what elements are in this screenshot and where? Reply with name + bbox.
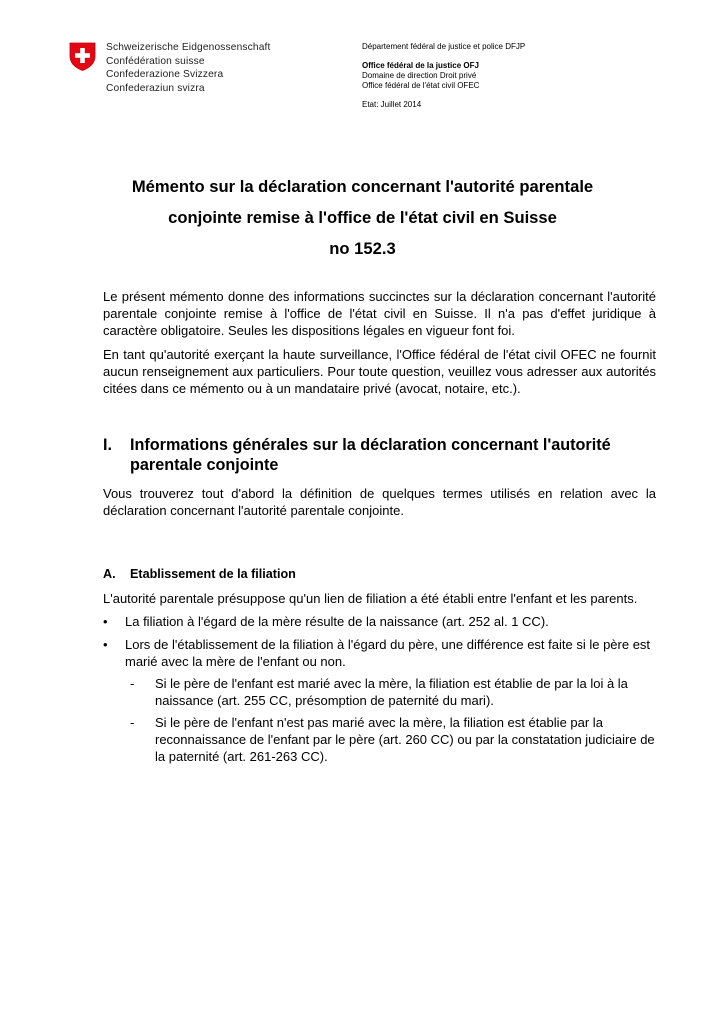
dash-icon: - xyxy=(130,676,135,691)
subsection-text: L'autorité parentale présuppose qu'un lien de filiation a été établi entre l'enfant et les parents. xyxy=(103,591,638,606)
confederation-name-it: Confederazione Svizzera xyxy=(106,69,224,81)
department-block xyxy=(362,42,525,110)
section-title: Informations générales sur la déclaration concernant l'autorité parentale conjointe xyxy=(130,436,611,474)
office-name: Office fédéral de la justice OFJ xyxy=(362,61,479,70)
bullet-icon: • xyxy=(103,614,108,629)
bullet-icon: • xyxy=(103,637,108,652)
confederation-names xyxy=(106,41,271,95)
confederation-name-fr: Confédération suisse xyxy=(106,55,205,67)
department-name: Département fédéral de justice et police DFJP xyxy=(362,42,526,51)
sub-office-name: Office fédéral de l'état civil OFEC xyxy=(362,81,480,90)
dash-icon: - xyxy=(130,715,135,730)
list-item-text: La filiation à l'égard de la mère résulte de la naissance (art. 252 al. 1 CC). xyxy=(125,614,549,629)
list-subitem-text: Si le père de l'enfant n'est pas marié avec la mère, la filiation est établie par la reconnaissance de l'enfant par le père (art. 260 CC) ou par la constatation judiciaire de la paternité (art. 261-263 CC). xyxy=(155,715,655,765)
title-line-1: Mémento sur la déclaration concernant l'autorité parentale xyxy=(131,177,594,196)
list-subitem-text: Si le père de l'enfant est marié avec la mère, la filiation est établie de par la loi à la naissance (art. 255 CC, présomption de paternité du mari). xyxy=(155,676,628,709)
division-name: Domaine de direction Droit privé xyxy=(362,71,477,80)
subsection-number: A. xyxy=(103,567,116,581)
document-status: Etat: Juillet 2014 xyxy=(362,100,422,109)
section-number: I. xyxy=(103,436,112,454)
document-title xyxy=(80,171,645,264)
intro-paragraph-1: Le présent mémento donne des informations succinctes sur la déclaration concernant l'autorité parentale conjointe remise à l'office de l'état civil en Suisse. Il n'a pas d'effet juridique à caractère obligatoire. Seules les dispositions légales en vigueur font foi. xyxy=(103,289,656,339)
title-line-3: no 152.3 xyxy=(329,239,396,258)
list-item-text: Lors de l'établissement de la filiation à l'égard du père, une différence est faite si le père est marié avec la mère de l'enfant ou non. xyxy=(125,637,651,670)
intro-paragraph-2: En tant qu'autorité exerçant la haute surveillance, l'Office fédéral de l'état civil OFEC ne fournit aucun renseignement aux particuliers. Pour toute question, veuillez vous adresser aux autorités citées dans ce mémento ou à un mandataire privé (avocat, notaire, etc.). xyxy=(103,347,656,397)
swiss-coat-of-arms-icon xyxy=(69,42,96,71)
subsection-title: Etablissement de la filiation xyxy=(130,567,296,581)
confederation-name-rm: Confederaziun svizra xyxy=(106,82,205,94)
confederation-name-de: Schweizerische Eidgenossenschaft xyxy=(106,42,271,53)
title-line-2: conjointe remise à l'office de l'état civil en Suisse xyxy=(168,208,557,227)
section-intro-text: Vous trouverez tout d'abord la définition de quelques termes utilisés en relation avec la déclaration concernant l'autorité parentale conjointe. xyxy=(103,486,656,519)
